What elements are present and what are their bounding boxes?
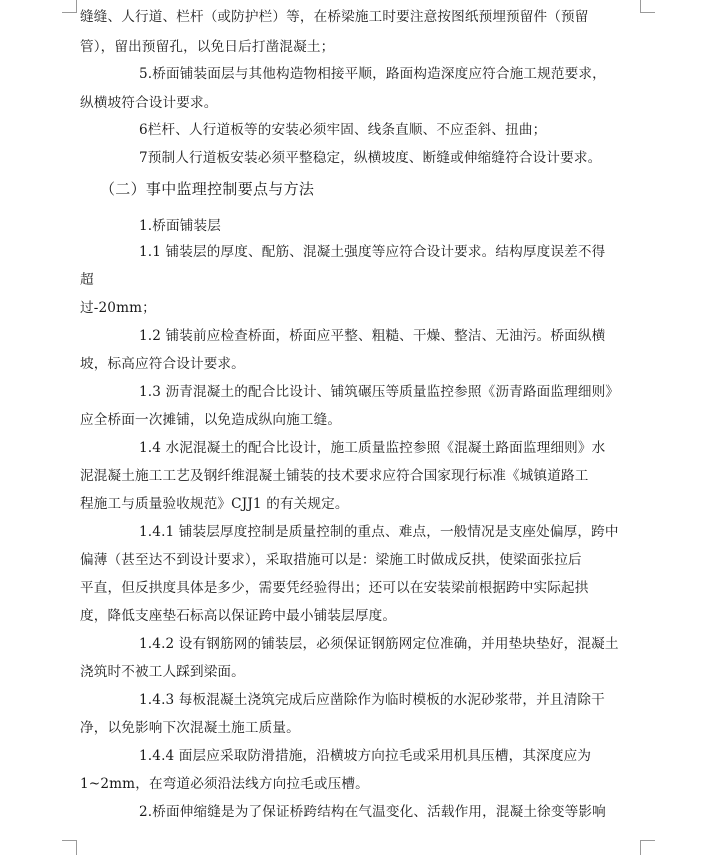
text-line: 应全桥面一次摊铺，以免造成纵向施工缝。 — [80, 412, 342, 428]
text-line: 5.桥面铺装面层与其他构造物相接平顺，路面构造深度应符合施工规范要求， — [139, 66, 606, 82]
text-line: 1.3 沥青混凝土的配合比设计、铺筑碾压等质量监控参照《沥青路面监理细则》 — [139, 384, 620, 400]
text-line: 缝缝、人行道、栏杆（或防护栏）等，在桥梁施工时要注意按图纸预埋预留件（预留 — [80, 9, 589, 25]
text-line: 1.4.3 每板混凝土浇筑完成后应凿除作为临时模板的水泥砂浆带，并且清除干 — [139, 692, 605, 708]
text-line: 1.4.4 面层应采取防滑措施，沿横坡方向拉毛或采用机具压槽，其深度应为 — [139, 748, 592, 764]
text-line: 坡，标高应符合设计要求。 — [80, 356, 245, 372]
text-line: 7预制人行道板安装必须平整稳定，纵横坡度、断缝或伸缩缝符合设计要求。 — [139, 150, 602, 166]
text-line: 2.桥面伸缩缝是为了保证桥跨结构在气温变化、活载作用，混凝土徐变等影响 — [139, 804, 606, 820]
text-line: 管），留出预留孔，以免日后打凿混凝土； — [80, 39, 335, 55]
text-line: 1.4.1 铺装层厚度控制是质量控制的重点、难点，一般情况是支座处偏厚，跨中 — [139, 524, 619, 540]
text-line: 净，以免影响下次混凝土施工质量。 — [80, 720, 300, 736]
text-line: 过-20mm； — [80, 300, 156, 316]
text-line: 1.4.2 设有钢筋网的铺装层，必须保证钢筋网定位准确，并用垫块垫好，混凝土 — [139, 636, 619, 652]
text-line: 偏薄（甚至达不到设计要求），采取措施可以是：梁施工时做成反拱，使梁面张拉后 — [80, 552, 582, 568]
text-line: 6栏杆、人行道板等的安装必须牢固、线条直顺、不应歪斜、扭曲； — [139, 122, 547, 138]
page-corner-mark — [62, 0, 77, 13]
text-line: 1.4 水泥混凝土的配合比设计，施工质量监控参照《混凝土路面监理细则》水 — [139, 440, 606, 456]
text-line: 纵横坡符合设计要求。 — [80, 95, 218, 111]
section-heading: （二）事中监理控制要点与方法 — [100, 180, 315, 198]
text-line: 程施工与质量验收规范》CJJ1 的有关规定。 — [80, 496, 349, 512]
text-line: 1.2 铺装前应检查桥面，桥面应平整、粗糙、干燥、整洁、无油污。桥面纵横 — [139, 328, 606, 344]
text-line: 泥混凝土施工工艺及钢纤维混凝土铺装的技术要求应符合国家现行标准《城镇道路工 — [80, 468, 589, 484]
text-line: 超 — [80, 272, 94, 288]
page-corner-mark — [640, 840, 655, 855]
page-corner-mark — [62, 840, 77, 855]
text-line: 1~2mm，在弯道必须沿法线方向拉毛或压槽。 — [80, 776, 369, 792]
text-line: 浇筑时不被工人踩到梁面。 — [80, 664, 245, 680]
text-line: 1.桥面铺装层 — [139, 218, 221, 234]
text-line: 度，降低支座垫石标高以保证跨中最小铺装层厚度。 — [80, 608, 397, 624]
page-corner-mark — [640, 0, 655, 13]
text-line: 1.1 铺装层的厚度、配筋、混凝土强度等应符合设计要求。结构厚度误差不得 — [139, 244, 606, 260]
text-line: 平直，但反拱度具体是多少，需要凭经验得出；还可以在安装梁前根据跨中实际起拱 — [80, 580, 589, 596]
